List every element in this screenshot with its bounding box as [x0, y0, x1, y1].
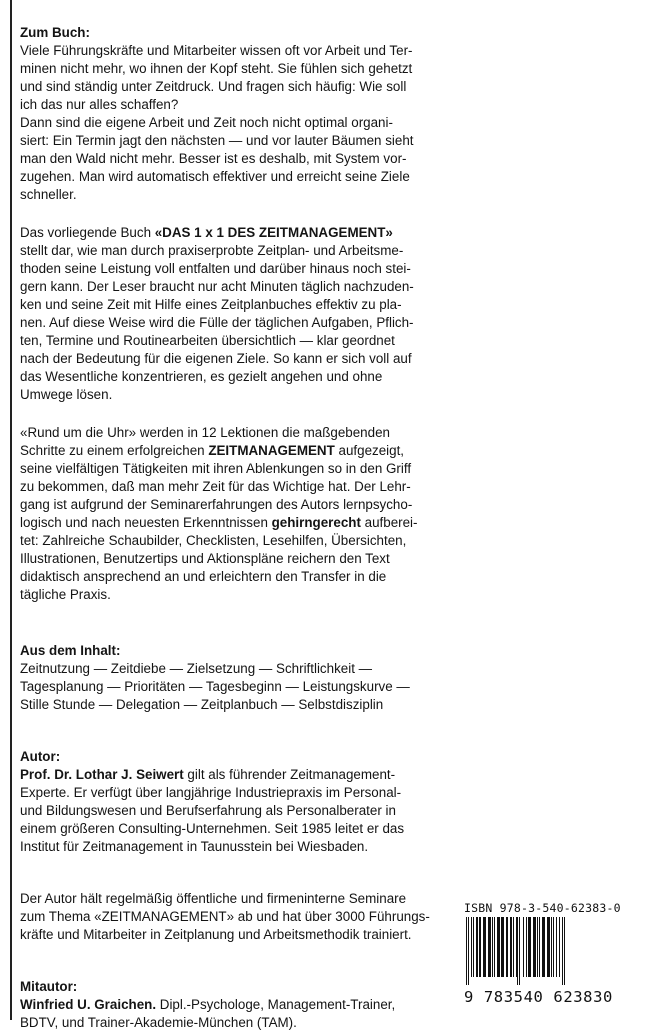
text-line: man den Wald nicht mehr. Besser ist es deshalb, mit System vor-	[20, 151, 407, 166]
text-line	[20, 224, 445, 242]
left-border-line	[10, 0, 12, 1020]
text-line: Viele Führungskräfte und Mitarbeiter wissen oft vor Arbeit und Ter-	[20, 43, 413, 58]
topic-line: Zeitnutzung — Zeitdiebe — Zielsetzung — Schriftlichkeit —	[20, 661, 373, 676]
text-line: schneller.	[20, 187, 77, 202]
text-fragment: Das vorliegende Buch	[20, 225, 155, 240]
heading-zum-buch: Zum Buch:	[20, 25, 90, 40]
text-line: Experte. Er verfügt über langjährige Industriepraxis im Personal-	[20, 785, 402, 800]
text-line: einem größeren Consulting-Unternehmen. Seit 1985 leitet er das	[20, 821, 405, 836]
text-line: Dann sind die eigene Arbeit und Zeit noch nicht optimal organi-	[20, 115, 393, 130]
back-cover-text	[20, 24, 445, 1032]
text-line: BDTV, und Trainer-Akademie-München (TAM).	[20, 1015, 297, 1030]
text-fragment: logisch und nach neuesten Erkenntnissen	[20, 515, 272, 530]
text-line	[20, 514, 445, 532]
text-line: nen. Auf diese Weise wird die Fülle der täglichen Aufgaben, Pflich-	[20, 315, 414, 330]
text-line: tet: Zahlreiche Schaubilder, Checklisten, Lesehilfen, Übersichten,	[20, 533, 407, 548]
section-inhalt	[20, 642, 445, 714]
paragraph-2	[20, 224, 445, 404]
section-autor	[20, 748, 445, 944]
text-line: zum Thema «ZEITMANAGEMENT» ab und hat über 3000 Führungs-	[20, 909, 430, 924]
text-line: und sind ständig unter Zeitdruck. Und fragen sich häufig: Wie soll	[20, 79, 407, 94]
paragraph-3	[20, 424, 445, 604]
text-line: und Bildungswesen und Berufserfahrung als Personalberater in	[20, 803, 396, 818]
isbn-barcode-block	[464, 901, 640, 1006]
text-line: seine vielfältigen Tätigkeiten mit ihren Ablenkungen so in den Griff	[20, 461, 412, 476]
isbn-label: ISBN 978-3-540-62383-0	[464, 901, 621, 915]
text-line: thoden seine Leistung voll entfalten und darüber hinaus noch stei-	[20, 261, 411, 276]
text-fragment: aufgezeigt,	[334, 443, 405, 458]
text-line: ken und seine Zeit mit Hilfe eines Zeitplanbuches effektiv zu pla-	[20, 297, 402, 312]
text-line: siert: Ein Termin jagt den nächsten — und vor lauter Bäumen sieht	[20, 133, 414, 148]
emphasis-zeitmanagement: ZEITMANAGEMENT	[208, 443, 335, 458]
topic-line: Stille Stunde — Delegation — Zeitplanbuch — Selbstdisziplin	[20, 697, 384, 712]
text-fragment: Schritte zu einem erfolgreichen	[20, 443, 209, 458]
text-line	[20, 996, 445, 1014]
text-line: Der Autor hält regelmäßig öffentliche und firmeninterne Seminare	[20, 891, 407, 906]
barcode-icon	[464, 917, 636, 985]
heading-aus-dem-inhalt: Aus dem Inhalt:	[20, 643, 121, 658]
text-line: Illustrationen, Benutzertips und Aktionspläne reichern den Text	[20, 551, 390, 566]
topic-line: Tagesplanung — Prioritäten — Tagesbeginn — Leistungskurve —	[20, 679, 410, 694]
coauthor-name: Winfried U. Graichen.	[20, 997, 157, 1012]
text-line: Institut für Zeitmanagement in Taunusstein bei Wiesbaden.	[20, 839, 369, 854]
text-line: ich das nur alles schaffen?	[20, 97, 179, 112]
section-mitautor	[20, 978, 445, 1032]
author-name: Prof. Dr. Lothar J. Seiwert	[20, 767, 184, 782]
text-line: minen nicht mehr, wo ihnen der Kopf steht. Sie fühlen sich gehetzt	[20, 61, 413, 76]
text-line: zu bekommen, daß man mehr Zeit für das Wichtige hat. Der Lehr-	[20, 479, 411, 494]
text-line: didaktisch ansprechend an und erleichtern den Transfer in die	[20, 569, 387, 584]
barcode-digits: 9 783540 623830	[464, 988, 613, 1006]
heading-mitautor: Mitautor:	[20, 979, 78, 994]
text-fragment: Dipl.-Psychologe, Management-Trainer,	[156, 997, 396, 1012]
text-line: das Wesentliche konzentrieren, es gezielt angehen und ohne	[20, 369, 383, 384]
text-line: Umwege lösen.	[20, 387, 113, 402]
text-fragment: gilt als führender Zeitmanagement-	[183, 767, 396, 782]
text-line: stellt dar, wie man durch praxiserprobte Zeitplan- und Arbeitsme-	[20, 243, 404, 258]
text-line	[20, 442, 445, 460]
text-line: «Rund um die Uhr» werden in 12 Lektionen die maßgebenden	[20, 425, 390, 440]
text-line: gang ist aufgrund der Seminarerfahrungen des Autors lernpsycho-	[20, 497, 413, 512]
book-title: «DAS 1 x 1 DES ZEITMANAGEMENT»	[154, 225, 393, 240]
section-zum-buch	[20, 24, 445, 604]
text-line	[20, 766, 445, 784]
text-line: tägliche Praxis.	[20, 587, 111, 602]
text-line: nach der Bedeutung für die eigenen Ziele. So kann er sich voll auf	[20, 351, 412, 366]
text-line: ten, Termine und Routinearbeiten übersichtlich — klar geordnet	[20, 333, 395, 348]
text-line: zugehen. Man wird automatisch effektiver und erreicht seine Ziele	[20, 169, 410, 184]
heading-autor: Autor:	[20, 749, 61, 764]
text-line: gern kann. Der Leser braucht nur acht Minuten täglich nachzuden-	[20, 279, 414, 294]
emphasis-gehirngerecht: gehirngerecht	[271, 515, 361, 530]
text-fragment: aufberei-	[360, 515, 418, 530]
paragraph-1	[20, 42, 445, 204]
text-line: kräfte und Mitarbeiter in Zeitplanung und Arbeitsmethodik trainiert.	[20, 927, 412, 942]
